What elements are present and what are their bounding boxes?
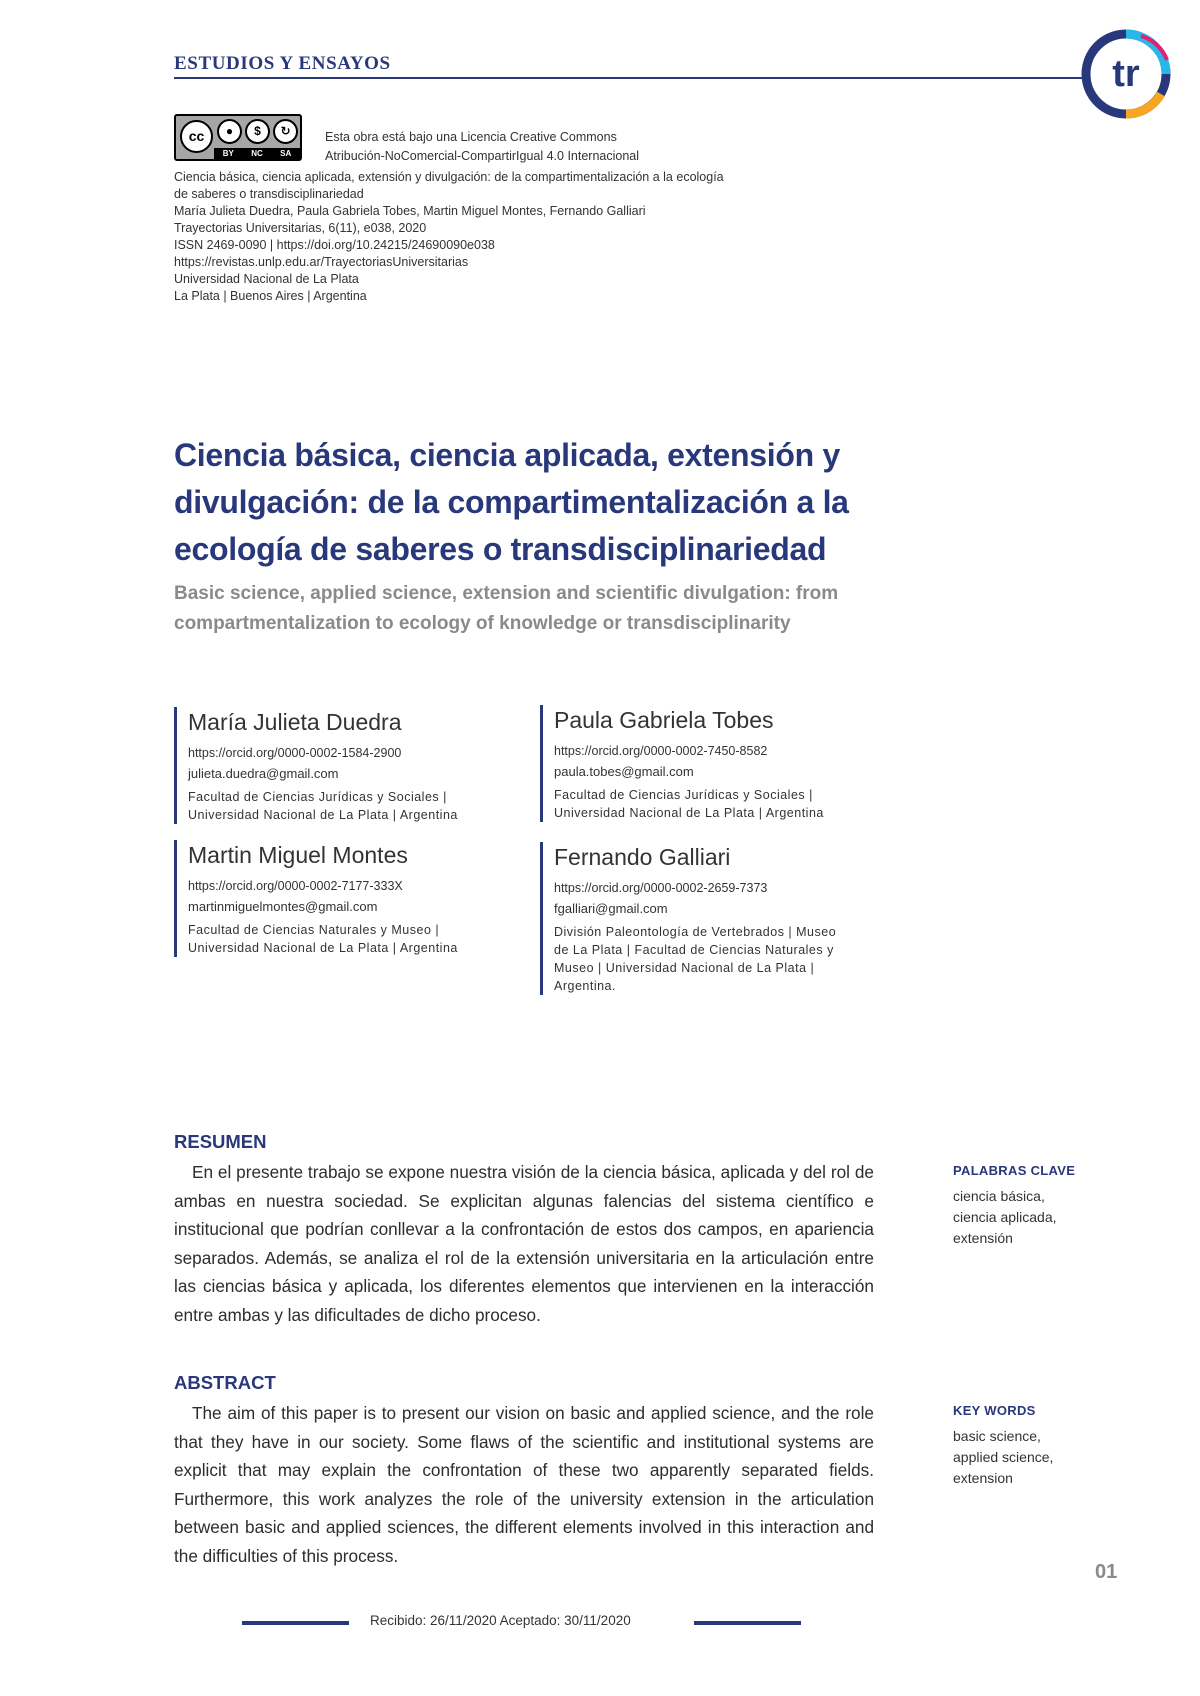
nc-icon: $: [245, 119, 270, 144]
author-affiliation: Universidad Nacional de La Plata | Argentina: [188, 808, 458, 822]
citation-block: [174, 169, 724, 305]
author-affiliation: Museo | Universidad Nacional de La Plata |: [554, 961, 815, 975]
abstract-paragraph: The aim of this paper is to present our vision on basic and applied science, and the role that they have in our society. Some flaws of the scientific and institutional systems are explicit that may explain the confrontation of these two apparently separated fields. Furthermore, this work analyzes the role of the university extension in the articulation between basic and applied sciences, the different elements involved in this interaction and the difficulties of this process.: [174, 1403, 874, 1566]
keyword-item: basic science,: [953, 1428, 1041, 1444]
resumen-heading: RESUMEN: [174, 1131, 267, 1152]
keyword-item: ciencia básica,: [953, 1188, 1045, 1204]
keyword-item: ciencia aplicada,: [953, 1209, 1057, 1225]
palabras-clave-list: [953, 1186, 1057, 1249]
keyword-item: applied science,: [953, 1449, 1054, 1465]
badge-labels: [214, 148, 300, 159]
abstract-body: [174, 1399, 874, 1570]
author-affiliation: División Paleontología de Vertebrados | Museo: [554, 925, 837, 939]
citation-line: María Julieta Duedra, Paula Gabriela Tobes, Martin Miguel Montes, Fernando Galliari: [174, 204, 646, 218]
subtitle-line: Basic science, applied science, extension and scientific divulgation: from: [174, 583, 839, 604]
badge-label-nc: NC: [251, 149, 263, 158]
title-line: divulgación: de la compartimentalización a la: [174, 484, 849, 520]
author-orcid-link[interactable]: https://orcid.org/0000-0002-7450-8582: [554, 744, 768, 758]
author-affiliation: Universidad Nacional de La Plata | Argentina: [554, 806, 824, 820]
citation-doi[interactable]: ISSN 2469-0090 | https://doi.org/10.24215/24690090e038: [174, 238, 495, 252]
title-line: ecología de saberes o transdisciplinariedad: [174, 531, 827, 567]
title-english: [174, 579, 894, 639]
author-affiliation: Facultad de Ciencias Naturales y Museo |: [188, 923, 440, 937]
footer-rule-left: [242, 1621, 349, 1625]
author-name: Fernando Galliari: [554, 844, 731, 870]
author-name: Paula Gabriela Tobes: [554, 707, 774, 733]
license-line-1: Esta obra está bajo una Licencia Creative Commons: [325, 130, 617, 144]
subtitle-line: compartmentalization to ecology of knowledge or transdisciplinarity: [174, 613, 791, 634]
header-rule: [174, 77, 1084, 79]
journal-logo-icon: [1078, 26, 1174, 122]
section-label: ESTUDIOS Y ENSAYOS: [174, 53, 391, 74]
badge-label-by: BY: [222, 149, 234, 158]
author-card-galliari: [540, 842, 836, 995]
author-card-montes: [174, 840, 458, 957]
title-line: Ciencia básica, ciencia aplicada, extensión y: [174, 437, 840, 473]
author-affiliation: Argentina.: [554, 979, 616, 993]
author-affiliation: Universidad Nacional de La Plata | Argentina: [188, 941, 458, 955]
keyword-item: extension: [953, 1470, 1013, 1486]
footer-dates: Recibido: 26/11/2020 Aceptado: 30/11/2020: [370, 1613, 631, 1628]
citation-line: de saberes o transdisciplinariedad: [174, 187, 364, 201]
creative-commons-badge[interactable]: [174, 114, 302, 161]
key-words-heading: KEY WORDS: [953, 1403, 1036, 1418]
citation-url[interactable]: https://revistas.unlp.edu.ar/TrayectoriasUniversitarias: [174, 255, 469, 269]
logo-text: tr: [1112, 53, 1140, 95]
author-email-link[interactable]: paula.tobes@gmail.com: [554, 764, 694, 779]
key-words-list: [953, 1426, 1053, 1489]
citation-line: Trayectorias Universitarias, 6(11), e038, 2020: [174, 221, 427, 235]
resumen-body: [174, 1158, 874, 1329]
by-icon: ●: [217, 119, 242, 144]
author-orcid-link[interactable]: https://orcid.org/0000-0002-1584-2900: [188, 746, 402, 760]
keyword-item: extensión: [953, 1230, 1013, 1246]
badge-label-sa: SA: [280, 149, 292, 158]
page-number: 01: [1095, 1561, 1118, 1583]
author-email-link[interactable]: julieta.duedra@gmail.com: [188, 766, 339, 781]
author-name: Martin Miguel Montes: [188, 842, 408, 868]
author-affiliation: Facultad de Ciencias Jurídicas y Sociales |: [554, 788, 813, 802]
author-card-tobes: [540, 705, 824, 822]
sa-icon: ↻: [273, 119, 298, 144]
author-orcid-link[interactable]: https://orcid.org/0000-0002-7177-333X: [188, 879, 403, 893]
cc-icon: cc: [180, 120, 213, 153]
resumen-paragraph: En el presente trabajo se expone nuestra visión de la ciencia básica, aplicada y del rol de ambas en nuestra sociedad. Se explicitan algunas falencias del sistema científico e institucional que podrían conllevar a la confrontación de estos dos campos, en apariencia separados. Además, se analiza el rol de la extensión universitaria en la articulación entre las ciencias básica y aplicada, los diferentes elementos que intervienen en la interacción entre ambas y las dificultades de dicho proceso.: [174, 1162, 874, 1325]
author-name: María Julieta Duedra: [188, 709, 402, 735]
footer-rule-right: [694, 1621, 801, 1625]
author-affiliation: Facultad de Ciencias Jurídicas y Sociales |: [188, 790, 447, 804]
palabras-clave-heading: PALABRAS CLAVE: [953, 1163, 1076, 1178]
author-email-link[interactable]: fgalliari@gmail.com: [554, 901, 668, 916]
author-email-link[interactable]: martinmiguelmontes@gmail.com: [188, 899, 378, 914]
author-affiliation: de La Plata | Facultad de Ciencias Naturales y: [554, 943, 834, 957]
citation-line: La Plata | Buenos Aires | Argentina: [174, 289, 367, 303]
license-line-2: Atribución-NoComercial-CompartirIgual 4.0 Internacional: [325, 149, 640, 163]
abstract-heading: ABSTRACT: [174, 1372, 276, 1393]
citation-line: Ciencia básica, ciencia aplicada, extensión y divulgación: de la compartimentalización a la ecología: [174, 170, 724, 184]
author-orcid-link[interactable]: https://orcid.org/0000-0002-2659-7373: [554, 881, 768, 895]
citation-line: Universidad Nacional de La Plata: [174, 272, 359, 286]
license-text: [325, 128, 639, 166]
author-card-duedra: [174, 707, 458, 824]
title-spanish: [174, 432, 894, 573]
